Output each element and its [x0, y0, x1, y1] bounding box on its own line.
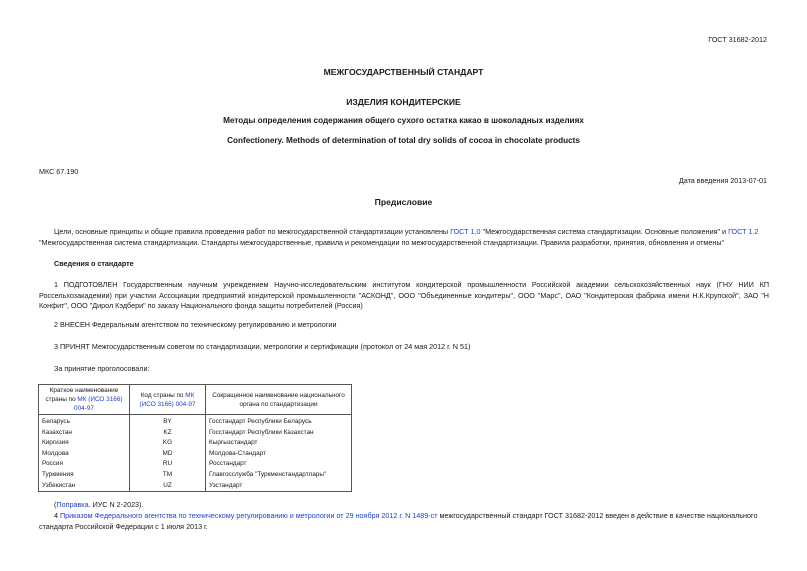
org-cell: Главгосслужба "Туркменстандартлары" — [206, 470, 352, 481]
country-cell: Беларусь — [39, 415, 130, 428]
countries-table — [38, 384, 352, 492]
amendment-note: (Поправка. ИУС N 2-2023). — [54, 500, 144, 509]
table-row — [39, 449, 352, 460]
document-title: ИЗДЕЛИЯ КОНДИТЕРСКИЕ — [346, 97, 461, 107]
country-cell: Туркмения — [39, 470, 130, 481]
org-cell: Кыргызстандарт — [206, 438, 352, 449]
table-row — [39, 481, 352, 492]
table-row — [39, 470, 352, 481]
foreword-paragraph-1: Цели, основные принципы и общие правила проведения работ по межгосударственной стандартизации установлены ГОСТ 1.0 "Межгосударственная система стандартизации. Основные положения" и ГОСТ 1.2 "Межгосударственная система стандартизации. Стандарты межгосударственные, правила и рекомендации по межгосударственной стандартизации. Правила разработки, принятия, обновления и отмены" — [39, 227, 759, 247]
code-cell: BY — [130, 415, 206, 428]
country-cell: Молдова — [39, 449, 130, 460]
org-cell: Узстандарт — [206, 481, 352, 492]
mk-iso-3166-link[interactable]: МК (ИСО 3166) 004-97 — [139, 391, 196, 408]
country-cell: Узбекистан — [39, 481, 130, 492]
org-cell: Росстандарт — [206, 459, 352, 470]
gost-1-2-link[interactable]: ГОСТ 1.2 — [728, 227, 759, 236]
org-cell: Госстандарт Республики Казахстан — [206, 428, 352, 439]
org-cell: Госстандарт Республики Беларусь — [206, 415, 352, 428]
order-link[interactable]: Приказом Федерального агентства по техническому регулированию и метрологии от 29 ноября 2012 г. N 1489-ст — [60, 511, 438, 520]
header-national-body: Сокращенное наименование национального органа по стандартизации — [206, 385, 352, 415]
header-country-name: Краткое наименование страны по МК (ИСО 3166) 004-97 — [39, 385, 130, 415]
code-cell: KZ — [130, 428, 206, 439]
voted-for-label: За принятие проголосовали: — [54, 364, 150, 373]
interstate-standard-label: МЕЖГОСУДАРСТВЕННЫЙ СТАНДАРТ — [323, 67, 484, 77]
standard-info-heading: Сведения о стандарте — [54, 259, 134, 268]
introduction-date: Дата введения 2013-07-01 — [678, 176, 767, 185]
document-code: ГОСТ 31682-2012 — [708, 35, 767, 44]
country-cell: Россия — [39, 459, 130, 470]
country-cell: Киргизия — [39, 438, 130, 449]
item-3-adopted: 3 ПРИНЯТ Межгосударственным советом по стандартизации, метрологии и сертификации (протокол от 24 мая 2012 г. N 51) — [54, 342, 471, 351]
document-subtitle-ru: Методы определения содержания общего сухого остатка какао в шоколадных изделиях — [223, 116, 584, 125]
foreword-heading: Предисловие — [374, 197, 433, 207]
code-cell: TM — [130, 470, 206, 481]
table-row — [39, 415, 352, 428]
code-cell: MD — [130, 449, 206, 460]
amendment-link[interactable]: Поправка — [56, 500, 89, 509]
header-country-code: Код страны по МК (ИСО 3166) 004-97 — [130, 385, 206, 415]
org-cell: Молдова-Стандарт — [206, 449, 352, 460]
code-cell: UZ — [130, 481, 206, 492]
country-cell: Казахстан — [39, 428, 130, 439]
code-cell: KG — [130, 438, 206, 449]
mks-code: МКС 67.190 — [39, 167, 79, 176]
code-cell: RU — [130, 459, 206, 470]
table-row — [39, 459, 352, 470]
table-row — [39, 428, 352, 439]
gost-1-0-link[interactable]: ГОСТ 1.0 — [450, 227, 481, 236]
table-header-row — [39, 385, 352, 415]
document-subtitle-en: Confectionery. Methods of determination of total dry solids of cocoa in chocolate products — [227, 136, 580, 145]
table-row — [39, 438, 352, 449]
item-4-enacted: 4 Приказом Федерального агентства по техническому регулированию и метрологии от 29 ноября 2012 г. N 1489-ст межгосударственный стандарт ГОСТ 31682-2012 введен в действие в качестве национального стандарта Российской Федерации с 1 июля 2013 г. — [39, 511, 758, 531]
item-1-prepared: 1 ПОДГОТОВЛЕН Государственным научным учреждением Научно-исследовательским институтом кондитерской промышленности Российской академии сельскохозяйственных наук (ГНУ НИИ КП Россельхозакадемии) при участии Ассоциации предприятий кондитерской промышленности "АСКОНД", ООО "Объединенные кондитеры", ООО "Марс", ОАО "Кондитерская фабрика имени Н.К.Крупской", ЗАО "Н Конфит", ООО "Дирол Кэдбери" по заказу Национального фонда защиты потребителей (Россия) — [39, 280, 769, 310]
mk-iso-3166-link[interactable]: МК (ИСО 3166) 004-97 — [74, 396, 123, 412]
item-2-submitted: 2 ВНЕСЕН Федеральным агентством по техническому регулированию и метрологии — [54, 320, 337, 329]
